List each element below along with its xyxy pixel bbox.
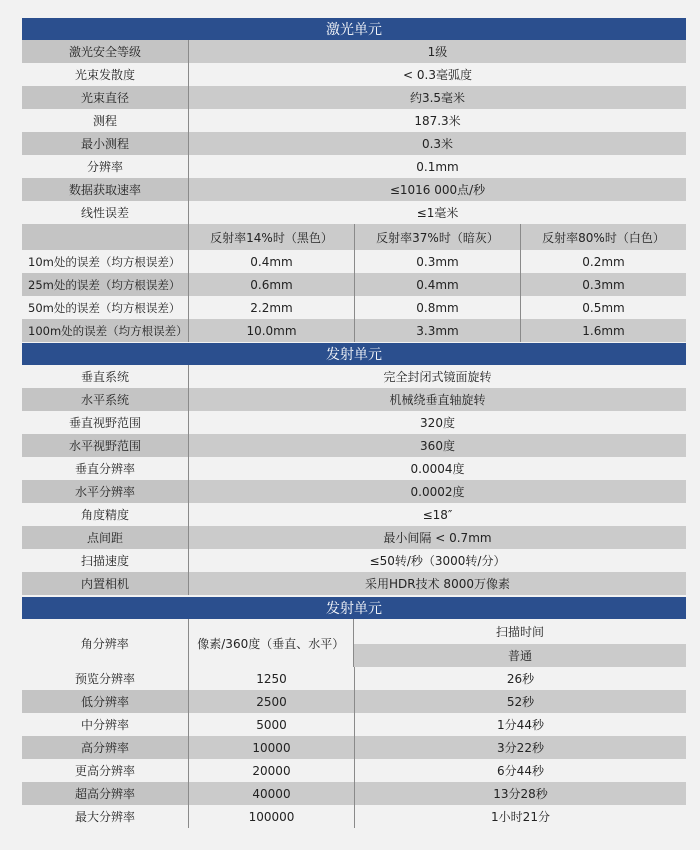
resolution-row <box>22 759 686 782</box>
resolution-section-header <box>22 597 686 619</box>
spec-label: 水平系统 <box>22 388 188 411</box>
emitter-unit-title: 发射单元 <box>326 347 382 363</box>
error-value: 0.5mm <box>520 296 686 319</box>
header-angular-resolution: 角分辨率 <box>80 636 129 651</box>
spec-row <box>22 572 686 595</box>
spec-value: ≤18″ <box>188 503 686 526</box>
resolution-time: 6分44秒 <box>354 759 686 782</box>
resolution-label: 高分辨率 <box>22 736 188 759</box>
error-header-white: 反射率80%时（白色） <box>520 224 686 250</box>
spec-label: 水平分辨率 <box>22 480 188 503</box>
resolution-time: 1分44秒 <box>354 713 686 736</box>
spec-row <box>22 411 686 434</box>
spec-value: ≤50转/秒（3000转/分） <box>188 549 686 572</box>
error-value: 1.6mm <box>520 319 686 342</box>
header-scan-time-group <box>353 619 686 667</box>
spec-value: 187.3米 <box>188 109 686 132</box>
spec-row <box>22 388 686 411</box>
error-value: 0.3mm <box>520 273 686 296</box>
spec-row <box>22 132 686 155</box>
spec-label: 分辨率 <box>86 160 123 174</box>
spec-row <box>22 549 686 572</box>
error-row <box>22 296 686 319</box>
resolution-label: 最大分辨率 <box>74 810 135 824</box>
spec-label: 线性误差 <box>80 206 129 220</box>
spec-label: 垂直视野范围 <box>68 416 141 430</box>
error-label: 10m处的误差（均方根误差） <box>28 254 181 269</box>
resolution-row <box>22 782 686 805</box>
error-value: 0.8mm <box>354 296 520 319</box>
error-value: 3.3mm <box>354 319 520 342</box>
spec-value: 360度 <box>188 434 686 457</box>
laser-unit-header <box>22 18 686 40</box>
spec-label: 测程 <box>92 114 117 128</box>
error-value: 2.2mm <box>188 296 354 319</box>
spec-row <box>22 503 686 526</box>
error-value: 0.2mm <box>520 250 686 273</box>
resolution-row <box>22 713 686 736</box>
spec-value: 完全封闭式镜面旋转 <box>188 365 686 388</box>
resolution-label: 中分辨率 <box>80 718 129 732</box>
spec-row <box>22 434 686 457</box>
spec-row <box>22 526 686 549</box>
spec-label: 数据获取速率 <box>22 178 188 201</box>
error-value: 0.6mm <box>188 273 354 296</box>
spec-label: 激光安全等级 <box>22 40 188 63</box>
spec-value: 最小间隔 < 0.7mm <box>188 526 686 549</box>
resolution-table-header <box>22 619 686 667</box>
spec-label: 角度精度 <box>80 508 129 522</box>
error-label: 50m处的误差（均方根误差） <box>28 300 181 315</box>
error-value: 0.4mm <box>188 250 354 273</box>
resolution-row <box>22 690 686 713</box>
laser-unit-title: 激光单元 <box>326 22 382 38</box>
header-pixels: 像素/360度（垂直、水平） <box>188 619 354 667</box>
error-row <box>22 273 686 296</box>
resolution-label: 超高分辨率 <box>22 782 188 805</box>
spec-label: 水平视野范围 <box>22 434 188 457</box>
spec-label: 光束直径 <box>22 86 188 109</box>
resolution-time: 3分22秒 <box>354 736 686 759</box>
resolution-row <box>22 667 686 690</box>
spec-row <box>22 86 686 109</box>
spec-value: 约3.5毫米 <box>188 86 686 109</box>
resolution-time: 52秒 <box>354 690 686 713</box>
resolution-pixels: 1250 <box>188 667 354 690</box>
error-value: 0.4mm <box>354 273 520 296</box>
resolution-pixels: 40000 <box>188 782 354 805</box>
resolution-section-title: 发射单元 <box>326 601 382 617</box>
resolution-row <box>22 805 686 828</box>
spec-row <box>22 178 686 201</box>
spec-row <box>22 155 686 178</box>
spec-row <box>22 457 686 480</box>
resolution-label: 预览分辨率 <box>74 672 135 686</box>
spec-row <box>22 365 686 388</box>
spec-value: < 0.3毫弧度 <box>188 63 686 86</box>
resolution-pixels: 2500 <box>188 690 354 713</box>
resolution-label: 低分辨率 <box>22 690 188 713</box>
spec-value: 0.1mm <box>188 155 686 178</box>
resolution-pixels: 100000 <box>188 805 354 828</box>
error-row <box>22 319 686 342</box>
resolution-label: 更高分辨率 <box>74 764 135 778</box>
spec-label: 扫描速度 <box>80 554 129 568</box>
spec-label: 内置相机 <box>22 572 188 595</box>
spec-value: ≤1毫米 <box>188 201 686 224</box>
spec-row <box>22 480 686 503</box>
spec-row <box>22 63 686 86</box>
header-scan-time: 扫描时间 <box>495 625 544 639</box>
resolution-time: 1小时21分 <box>354 805 686 828</box>
spec-label: 光束发散度 <box>74 68 135 82</box>
spec-value: 0.0002度 <box>188 480 686 503</box>
spec-label: 最小测程 <box>22 132 188 155</box>
error-value: 10.0mm <box>188 319 354 342</box>
error-label: 25m处的误差（均方根误差） <box>22 273 188 296</box>
spec-label: 垂直系统 <box>80 370 129 384</box>
spec-value: 采用HDR技术 8000万像素 <box>188 572 686 595</box>
resolution-pixels: 20000 <box>188 759 354 782</box>
error-label: 100m处的误差（均方根误差） <box>22 319 188 342</box>
error-header-blank <box>22 224 188 250</box>
error-header-black: 反射率14%时（黑色） <box>188 224 354 250</box>
spec-row <box>22 201 686 224</box>
resolution-row <box>22 736 686 759</box>
header-normal: 普通 <box>354 644 686 667</box>
spec-value: ≤1016 000点/秒 <box>188 178 686 201</box>
spec-row <box>22 40 686 63</box>
spec-value: 机械绕垂直轴旋转 <box>188 388 686 411</box>
error-row <box>22 250 686 273</box>
spec-value: 0.0004度 <box>188 457 686 480</box>
error-header-darkgray: 反射率37%时（暗灰） <box>354 224 520 250</box>
spec-value: 320度 <box>188 411 686 434</box>
error-header-row <box>22 224 686 250</box>
spec-value: 1级 <box>188 40 686 63</box>
spec-row <box>22 109 686 132</box>
resolution-pixels: 10000 <box>188 736 354 759</box>
resolution-time: 13分28秒 <box>354 782 686 805</box>
emitter-unit-header <box>22 343 686 365</box>
spec-value: 0.3米 <box>188 132 686 155</box>
error-value: 0.3mm <box>354 250 520 273</box>
resolution-time: 26秒 <box>354 667 686 690</box>
resolution-pixels: 5000 <box>188 713 354 736</box>
spec-label: 点间距 <box>22 526 188 549</box>
spec-label: 垂直分辨率 <box>74 462 135 476</box>
